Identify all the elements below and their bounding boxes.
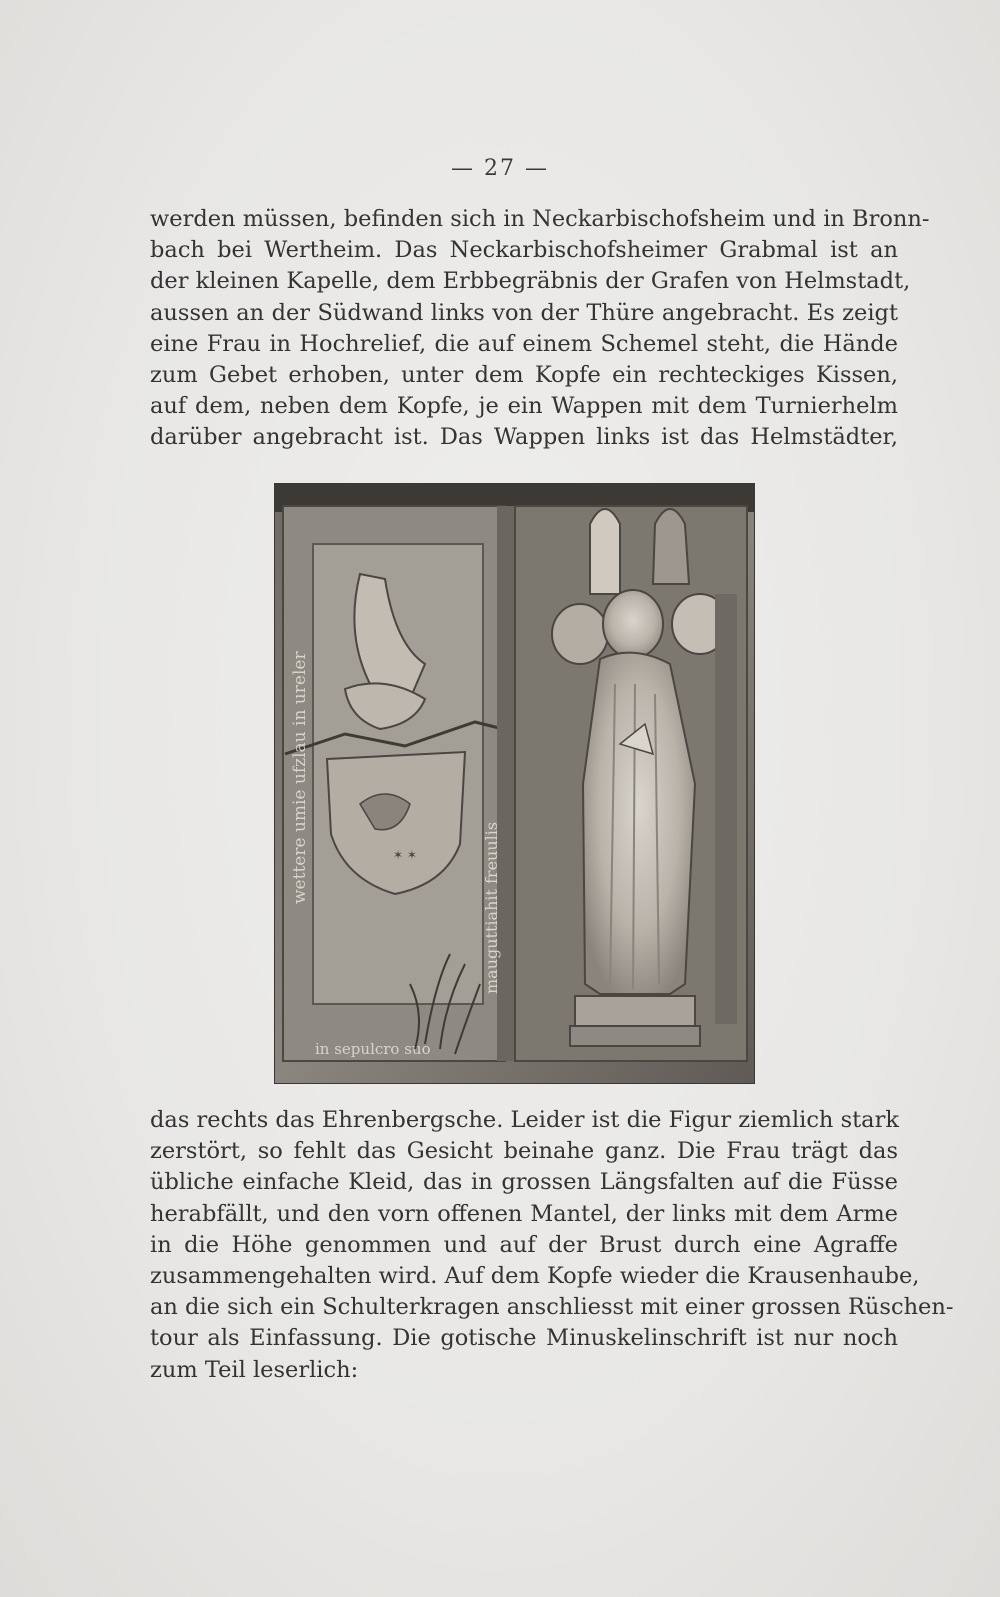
text-line: in die Höhe genommen und auf der Brust durch eine Agraffe — [150, 1231, 898, 1258]
text-line: zerstört, so fehlt das Gesicht beinahe ganz. Die Frau trägt das — [150, 1138, 898, 1165]
text-line: zum Gebet erhoben, unter dem Kopfe ein rechteckiges Kissen, — [150, 361, 898, 388]
inscription-mid: mauguttiahit freuulis — [482, 821, 501, 994]
paragraph-top — [150, 204, 930, 454]
paragraph-bottom — [150, 1105, 954, 1386]
text-line: bach bei Wertheim. Das Neckarbischofsheimer Grabmal ist an — [150, 237, 898, 264]
text-line: zusammengehalten wird. Auf dem Kopfe wieder die Krausenhaube, — [150, 1262, 920, 1289]
page-number: — 27 — — [451, 156, 549, 181]
tombstone-photograph — [275, 484, 754, 1083]
text-line: das rechts das Ehrenbergsche. Leider ist die Figur ziemlich stark — [150, 1107, 899, 1133]
text-line: auf dem, neben dem Kopfe, je ein Wappen mit dem Turnierhelm — [150, 393, 898, 420]
text-line: herabfällt, und den vorn offenen Mantel, der links mit dem Arme — [150, 1200, 898, 1227]
inscription-left: wettere umie ufzlau in ureler — [290, 651, 310, 904]
text-line: an die sich ein Schulterkragen anschliesst mit einer grossen Rüschen- — [150, 1294, 954, 1321]
text-line: aussen an der Südwand links von der Thüre angebracht. Es zeigt — [150, 299, 898, 326]
text-line: eine Frau in Hochrelief, die auf einem Schemel steht, die Hände — [150, 330, 898, 357]
inscription-bottom: in sepulcro suo — [315, 1040, 431, 1058]
text-line: zum Teil leserlich: — [150, 1356, 359, 1383]
text-line: tour als Einfassung. Die gotische Minuskelinschrift ist nur noch — [150, 1325, 898, 1352]
svg-text:✶ ✶: ✶ ✶ — [393, 848, 417, 862]
text-line: werden müssen, befinden sich in Neckarbischofsheim und in Bronn- — [150, 206, 930, 232]
text-line: übliche einfache Kleid, das in grossen Längsfalten auf die Füsse — [150, 1169, 898, 1196]
text-line: darüber angebracht ist. Das Wappen links ist das Helmstädter, — [150, 424, 898, 451]
text-line: der kleinen Kapelle, dem Erbbegräbnis der Grafen von Helmstadt, — [150, 268, 911, 295]
